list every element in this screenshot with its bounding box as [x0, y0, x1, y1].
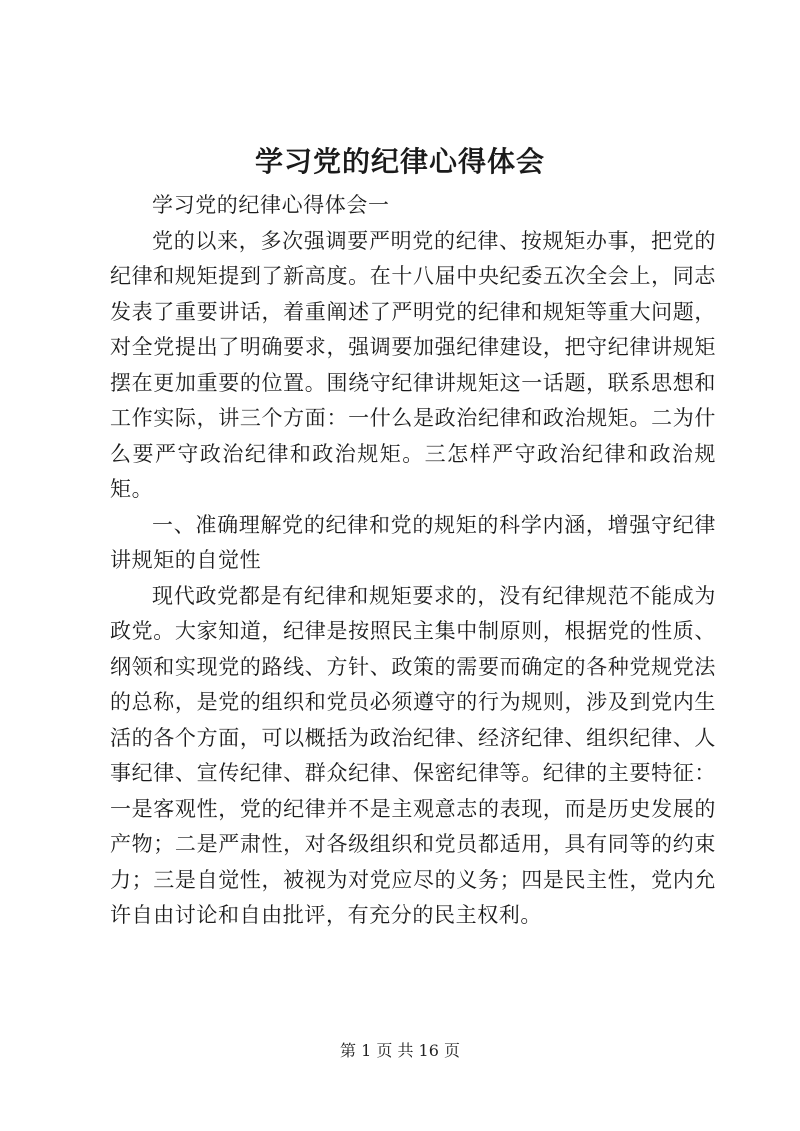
- page-footer: 第 1 页 共 16 页: [340, 1041, 460, 1060]
- document-body: [110, 188, 716, 934]
- paragraph-discipline-definition: 现代政党都是有纪律和规矩要求的，没有纪律规范不能成为政党。大家知道，纪律是按照民主集中制原则，根据党的性质、纲领和实现党的路线、方针、政策的需要而确定的各种党规党法的总称，是党的组织和党员必须遵守的行为规则，涉及到党内生活的各个方面，可以概括为政治纪律、经济纪律、组织纪律、人事纪律、宣传纪律、群众纪律、保密纪律等。纪律的主要特征：一是客观性，党的纪律并不是主观意志的表现，而是历史发展的产物；二是严肃性，对各级组织和党员都适用，具有同等的约束力；三是自觉性，被视为对党应尽的义务；四是民主性，党内允许自由讨论和自由批评，有充分的民主权利。: [110, 583, 716, 927]
- document-title: 学习党的纪律心得体会: [254, 145, 545, 178]
- section-heading: 学习党的纪律心得体会一: [152, 193, 390, 217]
- paragraph-intro: 党的以来，多次强调要严明党的纪律、按规矩办事，把党的纪律和规矩提到了新高度。在十八届中央纪委五次全会上，同志发表了重要讲话，着重阐述了严明党的纪律和规矩等重大问题，对全党提出了明确要求，强调要加强纪律建设，把守纪律讲规矩摆在更加重要的位置。围绕守纪律讲规矩这一话题，联系思想和工作实际，讲三个方面：一什么是政治纪律和政治规矩。二为什么要严守政治纪律和政治规矩。三怎样严守政治纪律和政治规矩。: [110, 228, 716, 501]
- paragraph-section-one-heading: 一、准确理解党的纪律和党的规矩的科学内涵，增强守纪律讲规矩的自觉性: [110, 512, 716, 572]
